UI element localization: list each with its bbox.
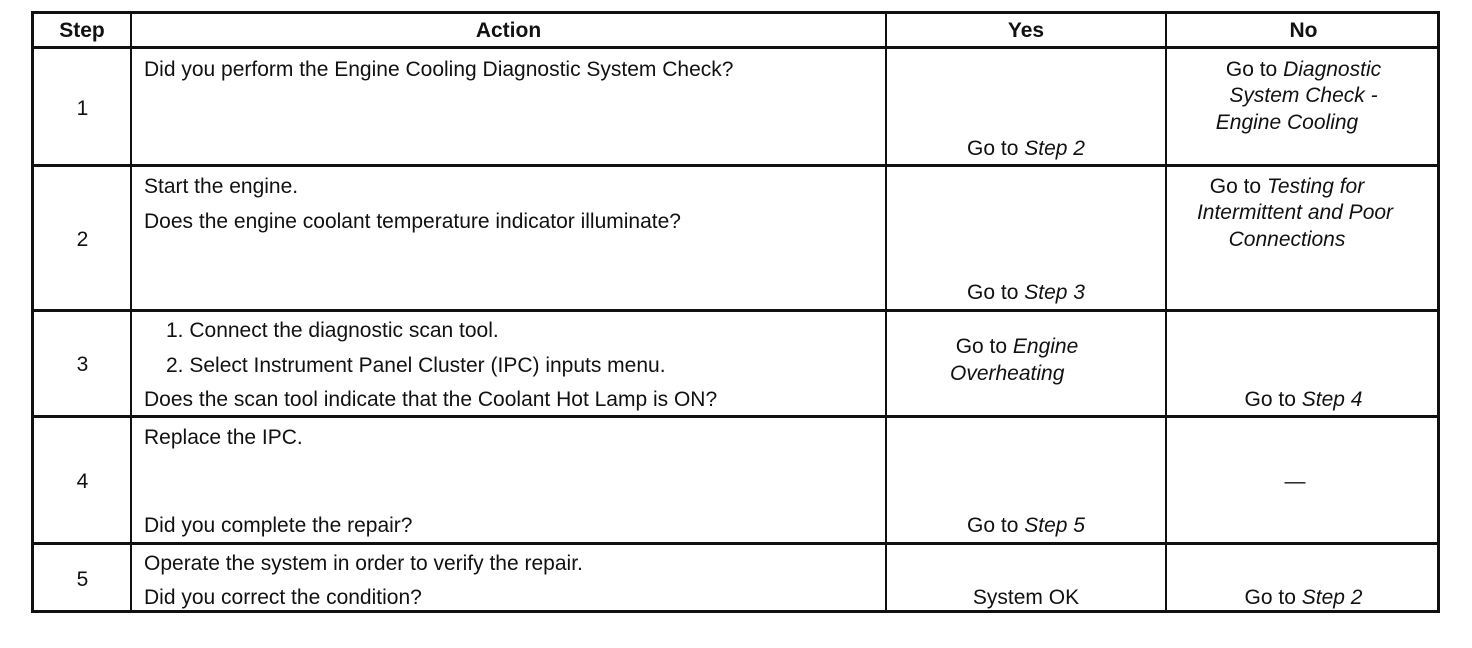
action-text: 2. Select Instrument Panel Cluster (IPC) inputs menu. — [166, 354, 666, 377]
step-number: 5 — [76, 568, 89, 591]
action-text: Does the engine coolant temperature indicator illuminate? — [144, 210, 681, 233]
no-link[interactable]: Connections — [1228, 228, 1346, 251]
action-text: Did you complete the repair? — [144, 514, 413, 537]
no-link[interactable]: Engine Cooling — [1215, 111, 1359, 134]
no-link[interactable]: Intermittent and Poor — [1196, 201, 1394, 224]
no-link-line — [1167, 83, 1440, 109]
row-divider — [34, 164, 1437, 167]
action-text: Replace the IPC. — [144, 426, 303, 449]
yes-link[interactable]: Step 5 — [1024, 514, 1085, 537]
diagnostic-table — [31, 11, 1440, 613]
no-link[interactable]: Step 2 — [1301, 586, 1363, 609]
no-prefix: Go to — [1244, 586, 1302, 609]
yes-cell — [887, 334, 1147, 360]
header-step: Step — [59, 18, 105, 42]
yes-prefix: Go to — [967, 281, 1025, 304]
header-yes: Yes — [1007, 18, 1045, 42]
no-link[interactable]: System Check - — [1229, 84, 1378, 107]
step-number: 3 — [76, 353, 89, 376]
no-link[interactable]: Step 4 — [1301, 388, 1363, 411]
row-divider — [34, 415, 1437, 418]
row-divider — [34, 309, 1437, 312]
step-number: 4 — [76, 470, 89, 493]
yes-link-line — [950, 361, 1064, 387]
yes-cell — [887, 136, 1165, 162]
no-link-line — [1167, 200, 1423, 226]
action-text: Start the engine. — [144, 175, 299, 198]
yes-link[interactable]: Engine — [1012, 335, 1079, 358]
no-link[interactable]: Diagnostic — [1283, 58, 1382, 81]
step-number: 2 — [76, 228, 89, 251]
no-link-line — [1167, 227, 1407, 253]
no-cell — [1167, 57, 1440, 83]
no-link-line — [1167, 110, 1407, 136]
yes-prefix: Go to — [967, 137, 1025, 160]
action-text: Did you correct the condition? — [144, 586, 422, 609]
no-cell — [1167, 387, 1440, 413]
no-cell: — — [1284, 470, 1306, 493]
row-divider — [34, 542, 1437, 545]
yes-prefix: Go to — [955, 335, 1013, 358]
yes-prefix: Go to — [967, 514, 1025, 537]
action-text: Did you perform the Engine Cooling Diagnostic System Check? — [144, 58, 734, 81]
no-link[interactable]: Testing for — [1266, 175, 1365, 198]
yes-cell — [887, 280, 1165, 306]
yes-link[interactable]: Overheating — [950, 362, 1065, 385]
no-prefix: Go to — [1244, 388, 1302, 411]
header-action: Action — [475, 18, 542, 42]
yes-link[interactable]: Step 2 — [1024, 137, 1085, 160]
action-text: 1. Connect the diagnostic scan tool. — [166, 319, 499, 342]
action-text: Operate the system in order to verify the repair. — [144, 552, 583, 575]
action-text: Does the scan tool indicate that the Coolant Hot Lamp is ON? — [144, 388, 718, 411]
yes-cell: System OK — [972, 586, 1080, 609]
no-prefix: Go to — [1225, 58, 1284, 81]
header-no: No — [1289, 18, 1318, 42]
no-cell — [1167, 585, 1440, 611]
no-cell — [1167, 174, 1407, 200]
yes-cell — [887, 513, 1165, 539]
yes-link[interactable]: Step 3 — [1024, 281, 1085, 304]
no-prefix: Go to — [1209, 175, 1267, 198]
step-number: 1 — [76, 97, 89, 120]
